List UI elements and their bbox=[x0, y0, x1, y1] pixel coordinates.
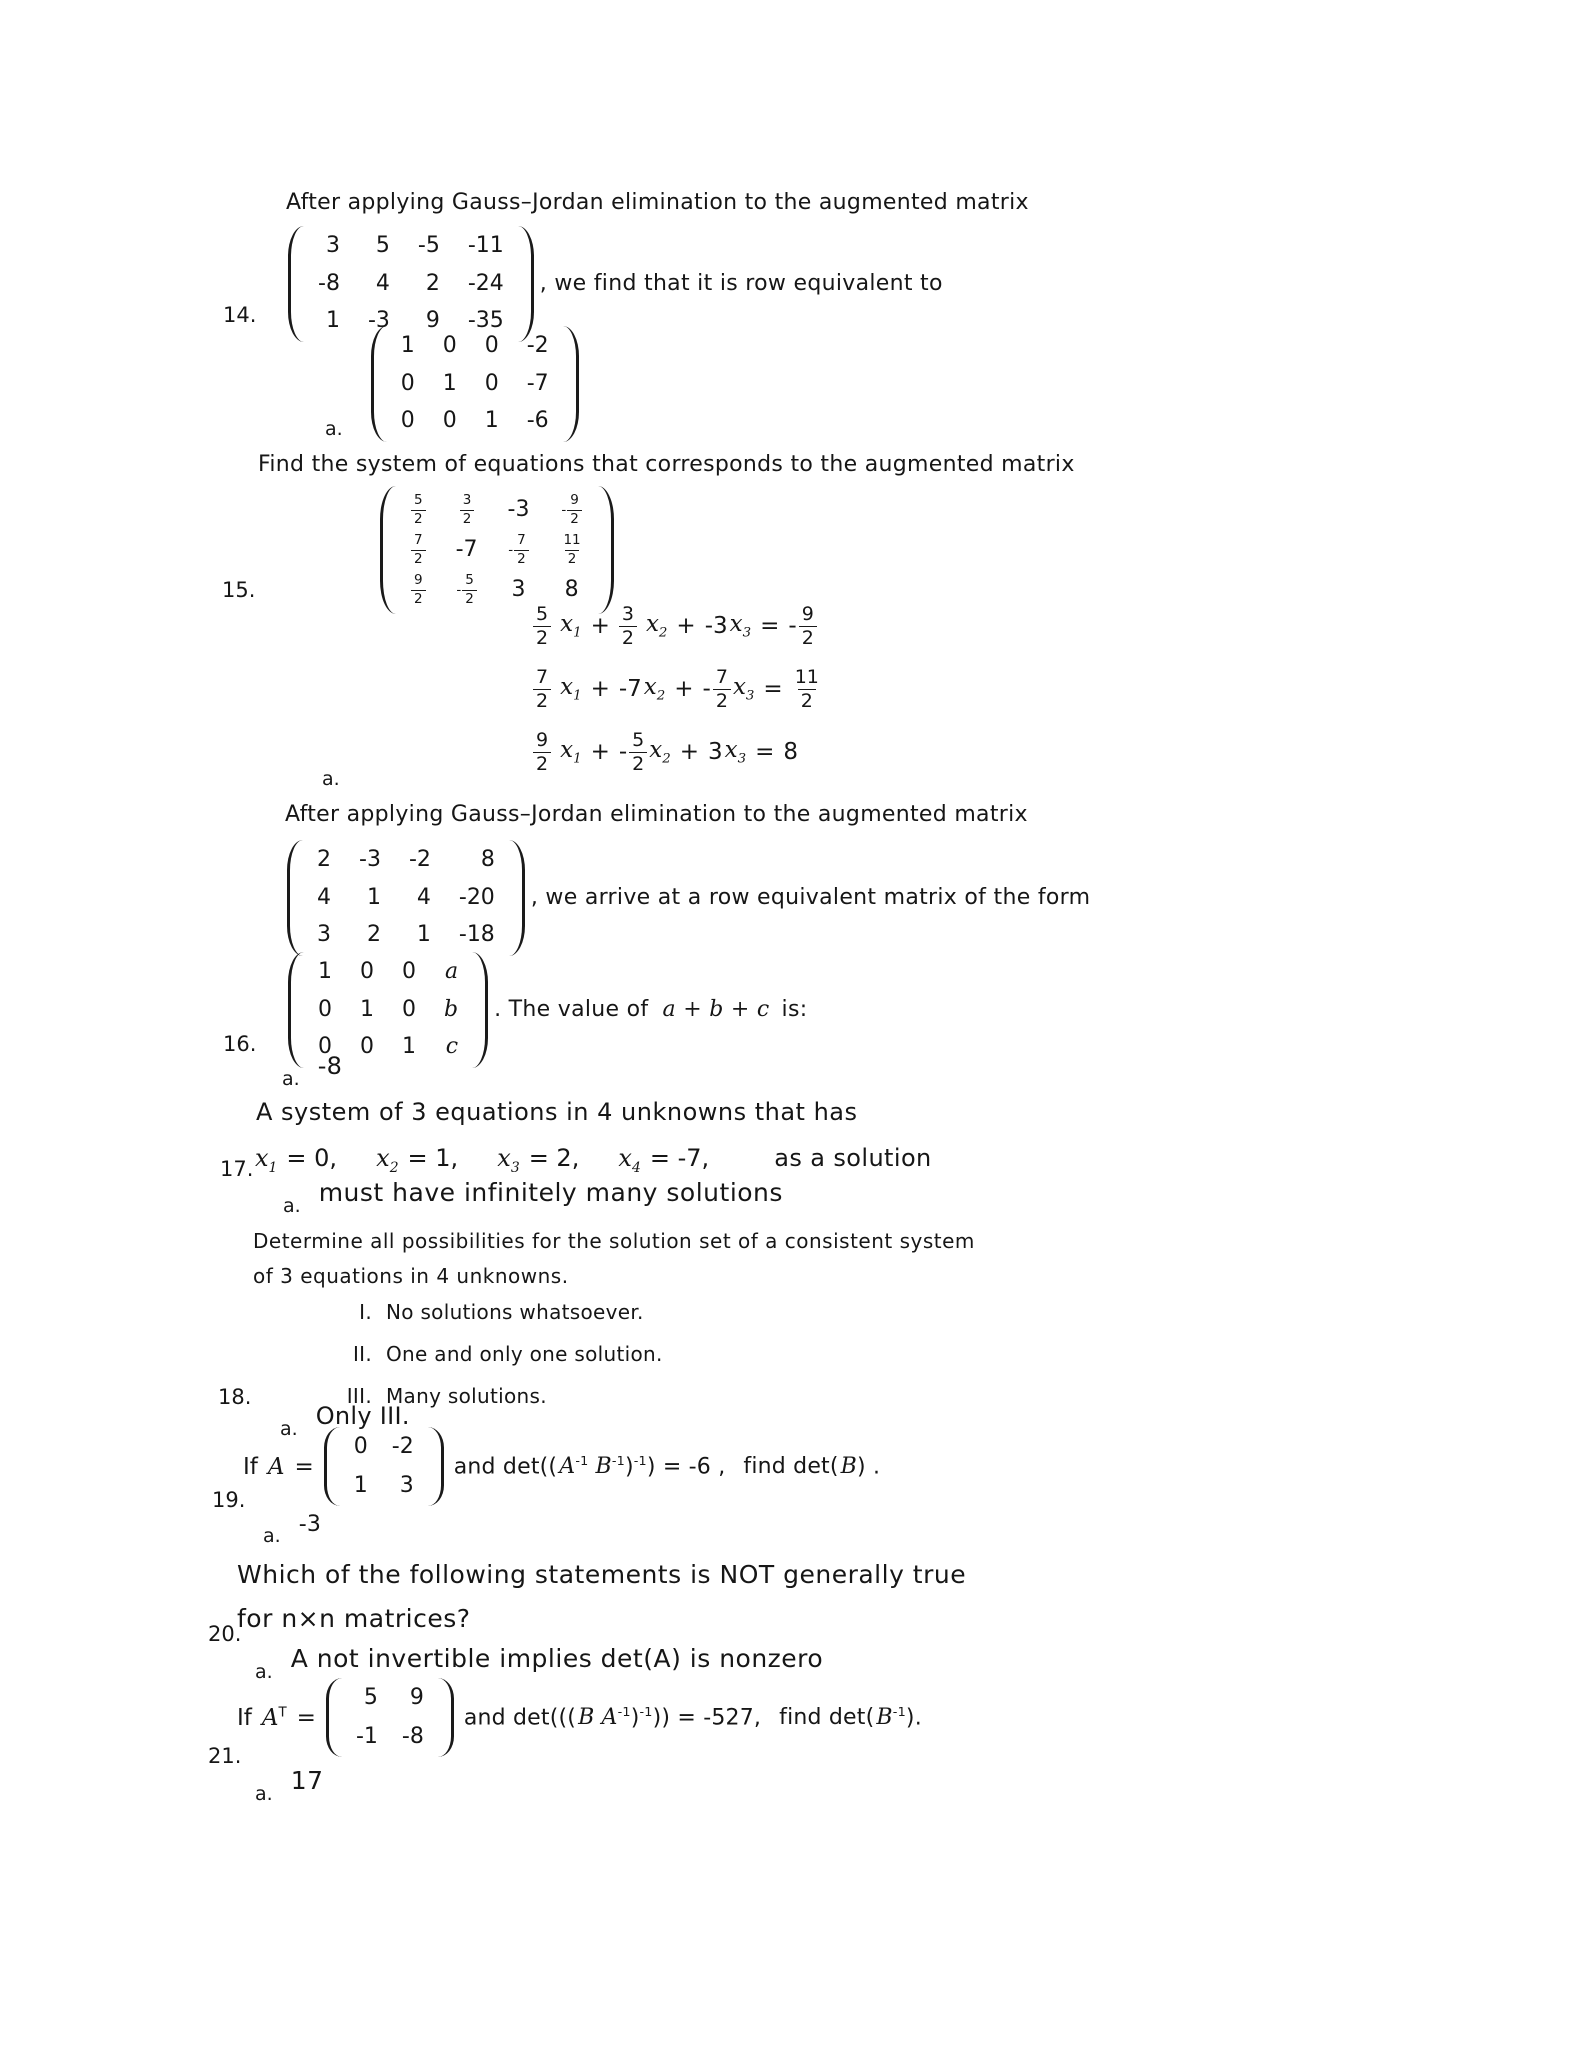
matrix-cell: 1 bbox=[484, 408, 499, 434]
answer-label: a. bbox=[280, 1418, 298, 1440]
left-paren-icon bbox=[380, 486, 396, 614]
variable-assignment: $x_4$ = -7, bbox=[618, 1144, 710, 1176]
question-number-19: 19. bbox=[212, 1488, 246, 1512]
left-paren-icon bbox=[371, 326, 387, 442]
q18-prompt-line1: Determine all possibilities for the solution set of a consistent system bbox=[253, 1229, 975, 1253]
matrix-cell: -35 bbox=[467, 308, 504, 334]
q20-prompt-line2: for n×n matrices? bbox=[237, 1604, 471, 1633]
answer-label: a. bbox=[255, 1783, 273, 1805]
variable: $x_2$ bbox=[645, 611, 668, 641]
right-paren-icon bbox=[509, 840, 525, 956]
matrix-cell: - $\frac{5}{2}$ bbox=[456, 574, 476, 606]
matrix-cell: -7 bbox=[526, 370, 549, 396]
matrix-cell: 1 bbox=[360, 996, 374, 1022]
question-number-15: 15. bbox=[222, 578, 256, 602]
q14-matrix-row bbox=[288, 226, 943, 342]
answer-value: 17 bbox=[290, 1766, 324, 1795]
matrix-cell: 0 bbox=[400, 408, 415, 434]
q17-tail: as a solution bbox=[774, 1144, 932, 1172]
equals-sign: = bbox=[294, 1453, 314, 1480]
matrix-cell: 0 bbox=[484, 370, 499, 396]
fraction: $\frac{7}{2}$ bbox=[533, 668, 551, 711]
matrix-cell: $\frac{7}{2}$ bbox=[410, 534, 426, 566]
left-paren-icon bbox=[288, 226, 304, 342]
matrix-cell: -7 bbox=[455, 536, 478, 562]
answer-label: a. bbox=[263, 1525, 281, 1547]
matrix-cell: - $\frac{7}{2}$ bbox=[508, 534, 528, 566]
term: - $\frac{5}{2}$ $x_2$ bbox=[618, 728, 671, 775]
matrix-cell: 1 bbox=[402, 1034, 416, 1060]
matrix-cell: 4 bbox=[416, 884, 431, 910]
matrix-cell: 0 bbox=[442, 408, 457, 434]
matrix-cell: 9 bbox=[425, 308, 440, 334]
q16-suffix: , we arrive at a row equivalent matrix of the form bbox=[530, 885, 1091, 911]
variable: $x_1$ bbox=[560, 611, 582, 641]
matrix-cell: 0 bbox=[318, 996, 332, 1022]
matrix-cell: 8 bbox=[564, 576, 579, 602]
matrix-cell: -3 bbox=[359, 847, 381, 872]
matrix-cell: -2 bbox=[526, 333, 549, 358]
operator: + bbox=[676, 613, 696, 639]
equation-2 bbox=[533, 659, 822, 719]
roman-label: II. bbox=[352, 1342, 372, 1366]
matrix-A-transpose-symbol: $A^T$ bbox=[261, 1704, 287, 1731]
answer-label: a. bbox=[322, 768, 340, 790]
q16-answer bbox=[282, 1052, 342, 1090]
q17-prompt: A system of 3 equations in 4 unknowns that has bbox=[256, 1098, 858, 1126]
term: -7 $x_2$ bbox=[618, 674, 666, 704]
q21-lead: If bbox=[237, 1704, 252, 1731]
matrix-cell: 3 bbox=[511, 576, 526, 602]
matrix-cell: b bbox=[444, 996, 459, 1022]
q16-abc-expression: a + b + c bbox=[662, 997, 770, 1023]
right-paren-icon bbox=[518, 226, 534, 342]
matrix-cell: 3 bbox=[317, 922, 331, 948]
matrix-cell: 0 bbox=[353, 1434, 368, 1459]
matrix-cell: 1 bbox=[400, 333, 415, 358]
operator: + bbox=[679, 739, 699, 765]
right-paren-icon bbox=[598, 486, 614, 614]
matrix-cell: a bbox=[444, 959, 459, 984]
roman-label: I. bbox=[359, 1300, 372, 1324]
variable: $x_1$ bbox=[560, 737, 582, 767]
matrix-cell: - $\frac{9}{2}$ bbox=[561, 494, 581, 526]
question-number-17: 17. bbox=[220, 1157, 254, 1181]
matrix-cell: 1 bbox=[353, 1472, 368, 1498]
matrix-cell: $\frac{3}{2}$ bbox=[459, 494, 475, 526]
answer-value: Only III. bbox=[315, 1402, 410, 1430]
matrix-cell: -24 bbox=[467, 270, 504, 296]
matrix-cell: 1 bbox=[442, 370, 457, 396]
matrix-cells bbox=[304, 226, 518, 342]
matrix-cells bbox=[387, 326, 563, 442]
right-paren-icon bbox=[428, 1427, 444, 1506]
matrix-cell: 1 bbox=[416, 922, 431, 948]
q18-prompt-line2: of 3 equations in 4 unknowns. bbox=[253, 1264, 569, 1288]
q17-solution-line bbox=[255, 1144, 932, 1176]
term: -3 $x_3$ bbox=[704, 611, 752, 641]
answer-value: A not invertible implies det(A) is nonzero bbox=[290, 1644, 824, 1673]
matrix-cell: $\frac{9}{2}$ bbox=[410, 574, 426, 606]
q19-det-expression: and $\det((A^{-1}$ $B^{-1})^{-1}) = -6$ , find det(B) . bbox=[453, 1453, 881, 1480]
matrix-cell: -1 bbox=[355, 1723, 378, 1749]
answer-label: a. bbox=[325, 417, 343, 440]
matrix-A-symbol: A bbox=[267, 1453, 285, 1480]
fraction: $\frac{5}{2}$ bbox=[533, 605, 551, 648]
q21-det-expression: and det(((B $A^{-1})^{-1})) = -527$, find $\det(B^{-1})$. bbox=[463, 1704, 922, 1731]
q19-statement bbox=[243, 1427, 880, 1506]
q16-form-matrix-row bbox=[288, 952, 807, 1068]
q16-matrix-row bbox=[287, 840, 1090, 956]
rhs: - $\frac{9}{2}$ bbox=[788, 605, 816, 648]
rhs: 8 bbox=[783, 739, 799, 765]
matrix-cell: 5 bbox=[375, 233, 390, 258]
matrix-cell: c bbox=[445, 1034, 459, 1060]
answer-value: -8 bbox=[317, 1052, 343, 1080]
fraction: $\frac{3}{2}$ bbox=[619, 605, 637, 648]
left-paren-icon bbox=[288, 952, 304, 1068]
matrix-cell: $\frac{11}{2}$ bbox=[563, 532, 581, 567]
matrix-cell: 1 bbox=[318, 959, 332, 984]
variable-assignment: $x_3$ = 2, bbox=[497, 1144, 580, 1176]
matrix-cell: -3 bbox=[507, 496, 530, 522]
q16-suffix2-pre: . The value of bbox=[494, 997, 649, 1023]
matrix-cell: -8 bbox=[318, 270, 340, 296]
question-number-21: 21. bbox=[208, 1744, 242, 1768]
q19-lead: If bbox=[243, 1453, 258, 1480]
list-item: No solutions whatsoever. bbox=[386, 1300, 644, 1324]
equals-sign: = bbox=[760, 613, 780, 639]
matrix-cell: -11 bbox=[467, 233, 504, 258]
question-number-20: 20. bbox=[208, 1622, 242, 1646]
matrix-cells bbox=[340, 1427, 428, 1506]
matrix-cells bbox=[396, 486, 598, 614]
matrix-cell: -3 bbox=[367, 308, 390, 334]
q19-answer bbox=[263, 1512, 321, 1547]
left-paren-icon bbox=[326, 1678, 342, 1757]
matrix-cell: 0 bbox=[400, 370, 415, 396]
matrix-cell: 9 bbox=[409, 1685, 424, 1710]
q15-prompt: Find the system of equations that corresponds to the augmented matrix bbox=[258, 452, 1075, 477]
matrix-cell: $\frac{5}{2}$ bbox=[410, 494, 426, 526]
matrix-cells bbox=[342, 1678, 438, 1757]
matrix-cell: -2 bbox=[391, 1434, 414, 1459]
operator: + bbox=[674, 676, 694, 702]
q16-suffix2-post: is: bbox=[781, 997, 808, 1023]
matrix-cell: 4 bbox=[317, 884, 331, 910]
q16-given-matrix bbox=[287, 840, 525, 956]
right-paren-icon bbox=[438, 1678, 454, 1757]
operator: + bbox=[590, 739, 610, 765]
q21-matrix-A bbox=[326, 1678, 454, 1757]
matrix-cell: -6 bbox=[526, 408, 549, 434]
matrix-cell: -8 bbox=[401, 1723, 424, 1749]
right-paren-icon bbox=[563, 326, 579, 442]
equation-1 bbox=[533, 596, 822, 656]
q20-prompt-line1: Which of the following statements is NOT generally true bbox=[237, 1560, 967, 1589]
matrix-cell: 8 bbox=[480, 847, 495, 872]
rhs: $\frac{11}{2}$ bbox=[794, 665, 819, 712]
variable: $x_1$ bbox=[560, 674, 582, 704]
q17-answer bbox=[283, 1178, 783, 1217]
q14-answer bbox=[325, 326, 579, 442]
q19-matrix-A bbox=[324, 1427, 444, 1506]
answer-value: must have infinitely many solutions bbox=[318, 1178, 783, 1207]
matrix-cell: 0 bbox=[360, 959, 374, 984]
term: 3 $x_3$ bbox=[708, 737, 747, 767]
question-number-18: 18. bbox=[218, 1385, 252, 1409]
matrix-cell: 1 bbox=[366, 884, 381, 910]
matrix-cell: 1 bbox=[325, 308, 340, 334]
answer-label: a. bbox=[283, 1195, 301, 1217]
matrix-cell: 2 bbox=[317, 847, 331, 872]
matrix-cell: 0 bbox=[402, 959, 416, 984]
matrix-cells bbox=[304, 952, 472, 1068]
matrix-cell: 5 bbox=[363, 1685, 378, 1710]
matrix-cell: -5 bbox=[417, 233, 440, 258]
matrix-cell: 0 bbox=[402, 996, 416, 1022]
operator: + bbox=[590, 676, 610, 702]
q21-answer bbox=[255, 1766, 324, 1805]
matrix-cell: 4 bbox=[375, 270, 390, 296]
matrix-cell: 0 bbox=[360, 1034, 374, 1060]
matrix-cell: 3 bbox=[399, 1472, 414, 1498]
q15-equations bbox=[533, 596, 822, 785]
matrix-cells bbox=[303, 840, 509, 956]
matrix-cell: 0 bbox=[318, 1034, 332, 1060]
question-number-14: 14. bbox=[223, 303, 257, 327]
equals-sign: = bbox=[763, 676, 783, 702]
matrix-cell: 0 bbox=[442, 333, 457, 358]
q14-suffix: , we find that it is row equivalent to bbox=[539, 271, 943, 297]
answer-value: -3 bbox=[298, 1512, 322, 1537]
matrix-cell: -18 bbox=[458, 922, 495, 948]
list-item: Many solutions. bbox=[386, 1384, 547, 1408]
q16-prompt: After applying Gauss–Jordan elimination to the augmented matrix bbox=[285, 802, 1028, 827]
answer-label: a. bbox=[255, 1661, 273, 1683]
q14-answer-matrix bbox=[371, 326, 579, 442]
answer-label: a. bbox=[282, 1068, 300, 1090]
equation-3 bbox=[533, 722, 822, 782]
roman-label: III. bbox=[346, 1384, 372, 1408]
question-number-16: 16. bbox=[223, 1032, 257, 1056]
matrix-cell: 2 bbox=[366, 922, 381, 948]
matrix-cell: -2 bbox=[408, 847, 431, 872]
operator: + bbox=[590, 613, 610, 639]
variable-assignment: $x_2$ = 1, bbox=[376, 1144, 459, 1176]
variable-assignment: $x_1$ = 0, bbox=[255, 1144, 338, 1176]
matrix-cell: 2 bbox=[425, 270, 440, 296]
q21-statement bbox=[237, 1678, 922, 1757]
equals-sign: = bbox=[755, 739, 775, 765]
right-paren-icon bbox=[472, 952, 488, 1068]
q18-options-list bbox=[300, 1300, 663, 1408]
equals-sign: = bbox=[296, 1704, 316, 1731]
matrix-cell: 3 bbox=[325, 233, 340, 258]
q15-given-matrix bbox=[380, 486, 614, 614]
list-item: One and only one solution. bbox=[386, 1342, 663, 1366]
fraction: $\frac{9}{2}$ bbox=[533, 731, 551, 774]
q16-form-matrix bbox=[288, 952, 488, 1068]
term: - $\frac{7}{2}$ $x_3$ bbox=[702, 665, 755, 712]
left-paren-icon bbox=[287, 840, 303, 956]
q14-prompt: After applying Gauss–Jordan elimination to the augmented matrix bbox=[286, 190, 1029, 215]
left-paren-icon bbox=[324, 1427, 340, 1506]
q14-given-matrix bbox=[288, 226, 534, 342]
matrix-cell: -20 bbox=[458, 884, 495, 910]
matrix-cell: 0 bbox=[484, 333, 499, 358]
